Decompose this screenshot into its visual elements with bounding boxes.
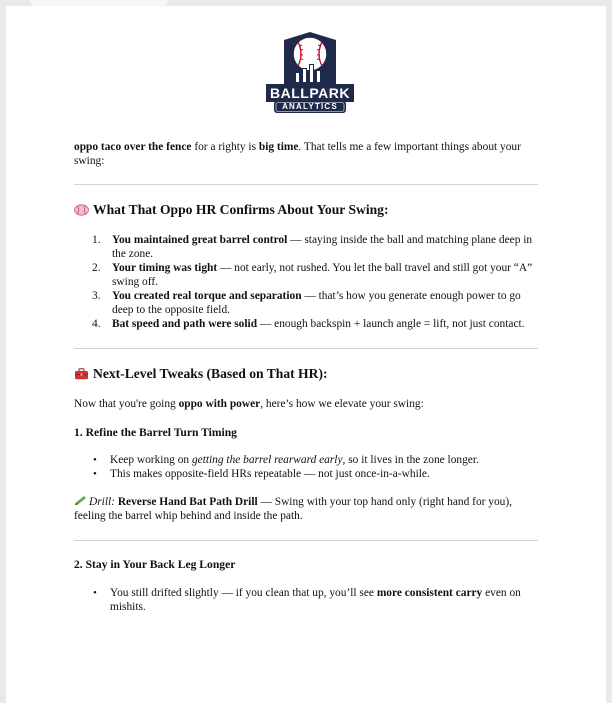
baseball-icon <box>74 204 89 216</box>
list-item <box>92 233 538 261</box>
list-item-number: 1. <box>92 234 101 246</box>
drill-label: Drill: <box>89 496 115 508</box>
list-item-number: 4. <box>92 318 101 330</box>
subsection1-bullets <box>74 453 538 481</box>
list-item <box>92 317 538 331</box>
list-item-text: — staying inside the ball and matching plane deep in the zone. <box>112 234 533 260</box>
intro-bold-big-time: big time <box>258 141 299 153</box>
drill-name: Reverse Hand Bat Path Drill <box>117 496 258 508</box>
section2-heading-text: Next-Level Tweaks (Based on That HR): <box>93 366 328 381</box>
section2-lead <box>74 397 538 411</box>
list-item-bold: You created real torque and separation <box>112 290 302 302</box>
bullet-text-2: , so it lives in the zone longer. <box>342 454 479 466</box>
pencil-icon <box>74 495 87 506</box>
list-item-text: — that’s how you generate enough power to go deep to the opposite field. <box>112 290 521 316</box>
list-item-bold: You maintained great barrel control <box>112 234 288 246</box>
section2-lead-text-1: Now that you're going <box>74 398 179 410</box>
subsection2-bullets <box>74 586 538 614</box>
section1-list <box>74 233 538 331</box>
section1-heading-text: What That Oppo HR Confirms About Your Swing: <box>93 202 389 217</box>
bullet-item <box>110 586 538 614</box>
logo-tagline: ANALYTICS <box>282 102 338 111</box>
document-page <box>6 6 606 703</box>
list-item-bold: Bat speed and path were solid <box>112 318 258 330</box>
list-item-text: — not early, not rushed. You let the ball travel and still got your “A” swing off. <box>112 262 533 288</box>
logo-name: BALLPARK <box>270 85 350 101</box>
list-item <box>92 289 538 317</box>
bullet-item <box>110 467 538 481</box>
drill-paragraph <box>74 495 538 523</box>
intro-text-1: for a righty is <box>191 141 259 153</box>
bullet-item <box>110 453 538 467</box>
toolbox-icon <box>74 368 89 380</box>
divider-2 <box>74 348 538 349</box>
divider-1 <box>74 184 538 185</box>
section2-lead-bold: oppo with power <box>178 398 261 410</box>
bullet-emphasis: getting the barrel rearward early <box>191 454 343 466</box>
section1-heading <box>74 203 538 217</box>
subsection1-title: 1. Refine the Barrel Turn Timing <box>74 426 237 439</box>
ballpark-analytics-logo <box>260 28 360 118</box>
divider-3 <box>74 540 538 541</box>
bullet-text-1: This makes opposite-field HRs repeatable — not just once-in-a-while. <box>110 468 430 480</box>
section2-lead-text-2: , here’s how we elevate your swing: <box>260 398 424 410</box>
intro-text-2: . That tells me a few important things about your swing: <box>74 141 521 167</box>
list-item-text: — enough backspin + launch angle = lift, not just contact. <box>257 318 525 330</box>
drill-text: — Swing with your top hand only (right hand for you), feeling the barrel whip behind and inside the path. <box>74 496 513 522</box>
list-item-number: 3. <box>92 290 101 302</box>
list-item <box>92 261 538 289</box>
intro-paragraph <box>74 140 538 168</box>
subsection2-title: 2. Stay in Your Back Leg Longer <box>74 558 236 571</box>
intro-bold-oppo: oppo taco over the fence <box>74 141 192 153</box>
list-item-number: 2. <box>92 262 101 274</box>
bullet-text-1: You still drifted slightly — if you clean that up, you’ll see <box>110 587 377 599</box>
bullet-bold: more consistent carry <box>376 587 483 599</box>
bullet-text-2: even on mishits. <box>110 587 521 613</box>
section2-heading <box>74 367 538 381</box>
list-item-bold: Your timing was tight <box>112 262 218 274</box>
document-content <box>74 140 538 614</box>
bullet-text-1: Keep working on <box>110 454 192 466</box>
